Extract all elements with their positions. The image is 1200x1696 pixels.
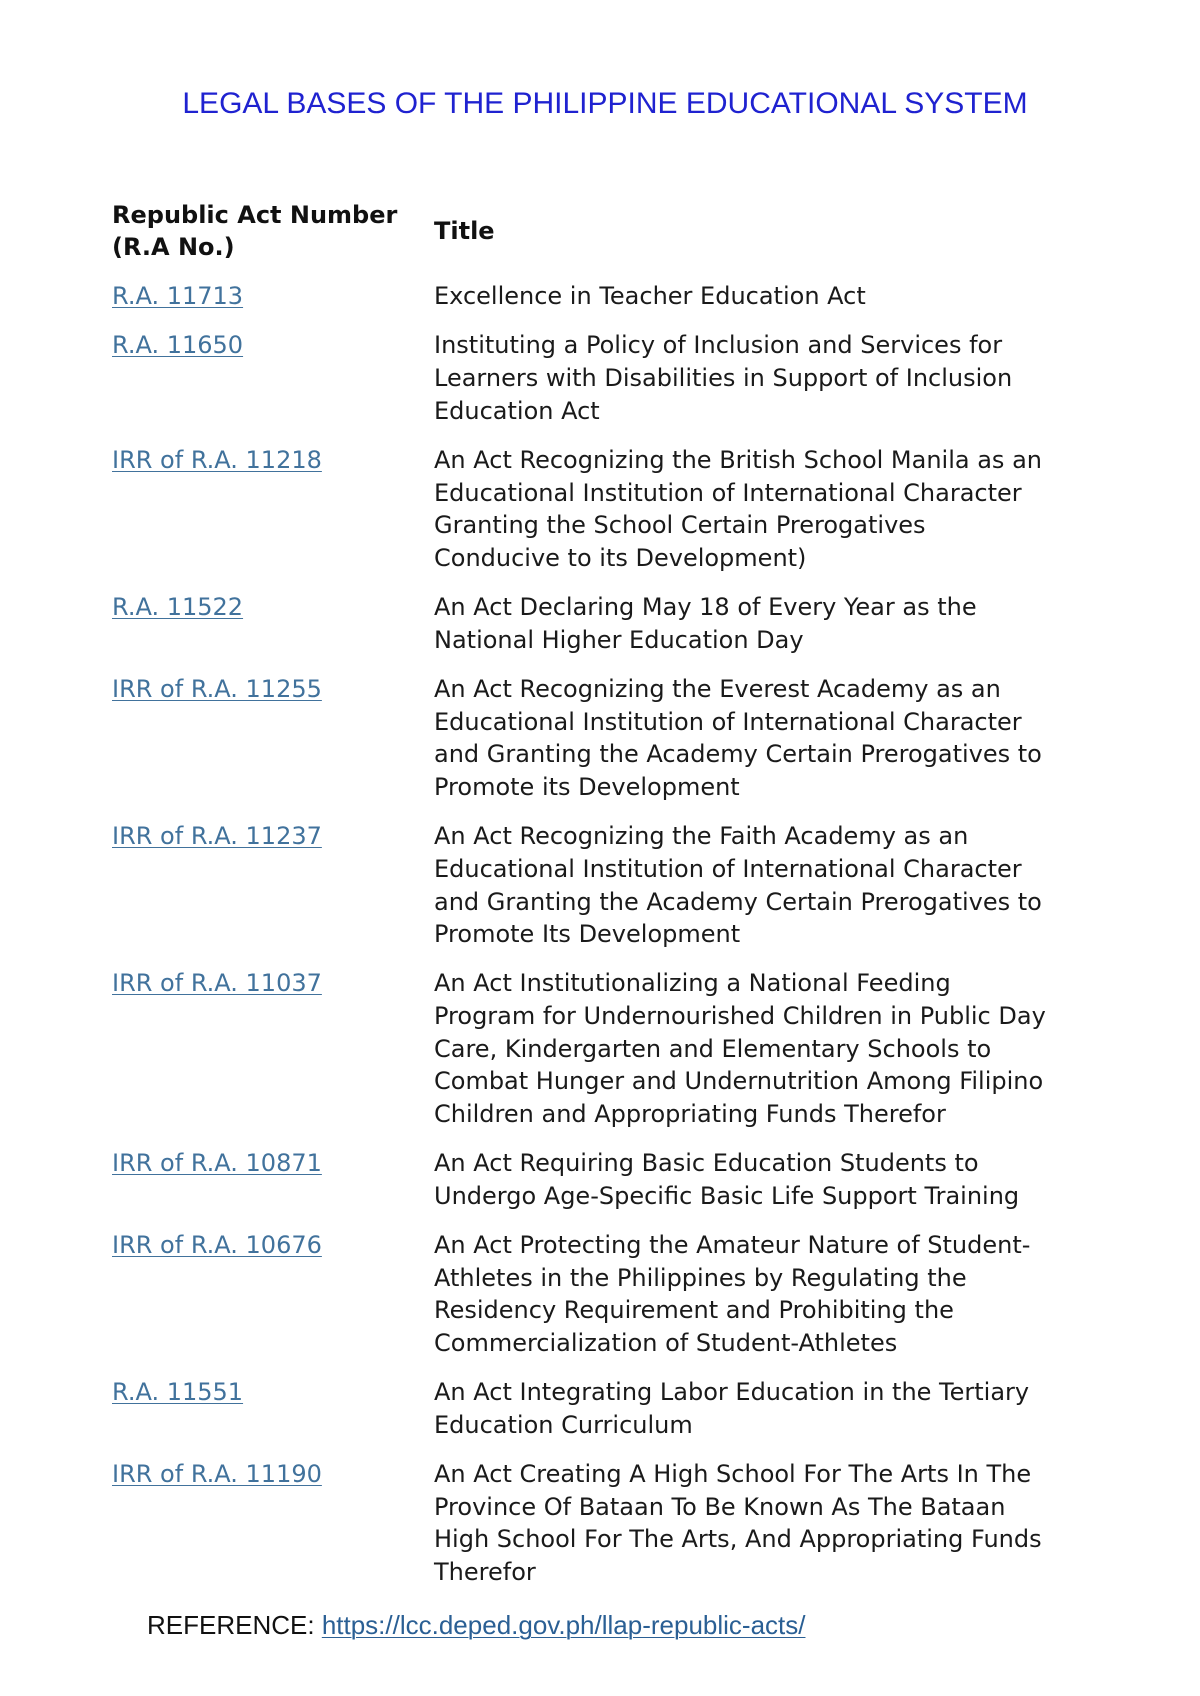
table-header-row bbox=[112, 199, 1172, 264]
ra-number-link[interactable]: R.A. 11713 bbox=[112, 282, 244, 311]
ra-number-link[interactable]: IRR of R.A. 11218 bbox=[112, 445, 322, 474]
ra-number-cell bbox=[112, 967, 434, 1131]
legal-bases-table bbox=[112, 199, 1172, 1606]
ra-number-cell bbox=[112, 1229, 434, 1360]
ra-number-link[interactable]: IRR of R.A. 11190 bbox=[112, 1460, 322, 1488]
act-title-cell: An Act Protecting the Amateur Nature of Student- Athletes in the Philippines by Regulating the Residency Requirement and Prohibiting the Commercialization of Student-Athletes bbox=[434, 1231, 1031, 1358]
ra-number-cell bbox=[112, 673, 434, 804]
ra-number-cell bbox=[112, 444, 434, 575]
act-title-cell: An Act Requiring Basic Education Students to Undergo Age-Specific Basic Life Support Training bbox=[434, 1149, 1020, 1210]
table-row bbox=[112, 591, 1172, 656]
ra-number-link[interactable]: IRR of R.A. 10871 bbox=[112, 1149, 322, 1178]
ra-number-cell bbox=[112, 280, 434, 313]
ra-number-cell bbox=[112, 591, 434, 656]
table-row bbox=[112, 280, 1172, 313]
act-title-cell: An Act Recognizing the Faith Academy as an Educational Institution of International Character and Granting the Academy Certain Prerogatives to Promote Its Development bbox=[434, 822, 1042, 949]
table-row bbox=[112, 1376, 1172, 1441]
act-title-cell: Instituting a Policy of Inclusion and Services for Learners with Disabilities in Support of Inclusion Education Act bbox=[434, 331, 1013, 425]
act-title-cell: Excellence in Teacher Education Act bbox=[434, 282, 866, 311]
act-title-cell: An Act Institutionalizing a National Feeding Program for Undernourished Children in Public Day Care, Kindergarten and Elementary Schools to Combat Hunger and Undernutrition Among Filipino Children and Appropriating Funds Therefor bbox=[434, 969, 1046, 1129]
table-row bbox=[112, 329, 1172, 427]
ra-number-cell bbox=[112, 1147, 434, 1212]
table-row bbox=[112, 1147, 1172, 1212]
act-title-cell: An Act Creating A High School For The Arts In The Province Of Bataan To Be Known As The Bataan High School For The Arts, And Appropriating Funds Therefor bbox=[434, 1460, 1042, 1587]
table-row bbox=[112, 1458, 1172, 1589]
ra-number-cell bbox=[112, 820, 434, 951]
reference-link[interactable]: https://lcc.deped.gov.ph/llap-republic-acts/ bbox=[321, 1609, 806, 1640]
table-row bbox=[112, 673, 1172, 804]
act-title-cell: An Act Declaring May 18 of Every Year as the National Higher Education Day bbox=[434, 593, 977, 654]
column-header-title: Title bbox=[434, 216, 495, 245]
ra-number-link[interactable]: R.A. 11650 bbox=[112, 331, 244, 360]
reference-label: REFERENCE: bbox=[147, 1609, 315, 1640]
table-row bbox=[112, 967, 1172, 1131]
ra-number-cell bbox=[112, 1376, 434, 1441]
act-title-cell: An Act Recognizing the Everest Academy as an Educational Institution of International Character and Granting the Academy Certain Prerogatives to Promote its Development bbox=[434, 674, 1042, 801]
ra-number-link[interactable]: R.A. 11551 bbox=[112, 1378, 244, 1407]
ra-number-link[interactable]: R.A. 11522 bbox=[112, 593, 244, 622]
table-row bbox=[112, 1229, 1172, 1360]
ra-number-cell bbox=[112, 1458, 434, 1589]
table-row bbox=[112, 444, 1172, 575]
document-title: LEGAL BASES OF THE PHILIPPINE EDUCATIONAL SYSTEM bbox=[182, 87, 1028, 120]
ra-number-cell bbox=[112, 329, 434, 427]
ra-number-link[interactable]: IRR of R.A. 11237 bbox=[112, 822, 322, 851]
reference-line bbox=[147, 1610, 805, 1640]
act-title-cell: An Act Recognizing the British School Manila as an Educational Institution of International Character Granting the School Certain Prerogatives Conducive to its Development) bbox=[434, 445, 1042, 572]
ra-number-link[interactable]: IRR of R.A. 11255 bbox=[112, 674, 322, 703]
act-title-cell: An Act Integrating Labor Education in the Tertiary Education Curriculum bbox=[434, 1378, 1030, 1439]
ra-number-link[interactable]: IRR of R.A. 10676 bbox=[112, 1231, 322, 1259]
ra-number-link[interactable]: IRR of R.A. 11037 bbox=[112, 969, 322, 998]
column-header-ra-number: Republic Act Number (R.A No.) bbox=[112, 200, 398, 262]
table-row bbox=[112, 820, 1172, 951]
